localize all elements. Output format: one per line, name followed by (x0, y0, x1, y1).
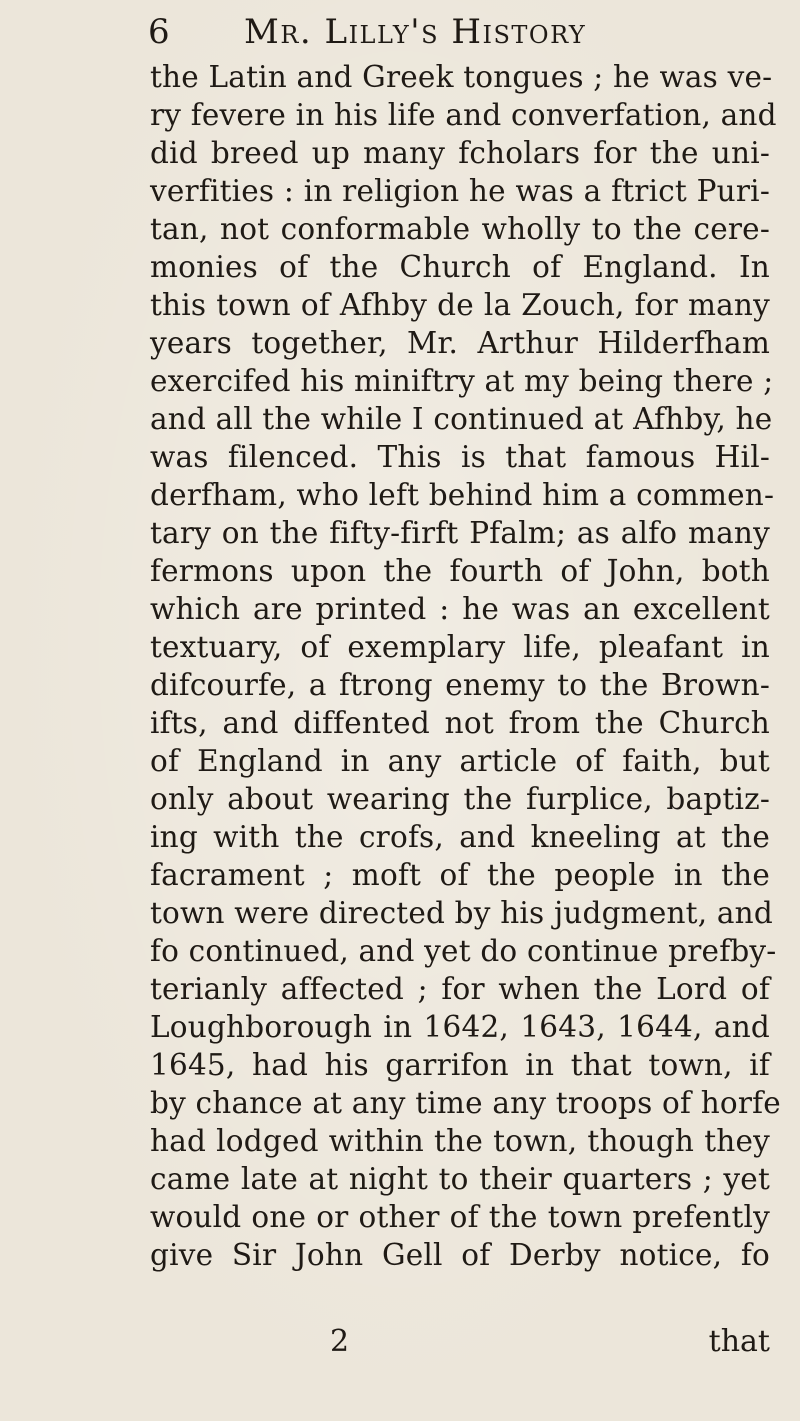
page-footer (150, 1324, 770, 1374)
text-line: had lodged within the town, though they (150, 1124, 770, 1158)
text-line: derfham, who left behind him a commen- (150, 478, 775, 512)
text-line: by chance at any time any troops of horfe (150, 1086, 781, 1120)
text-line: monies of the Church of England. In (150, 250, 770, 284)
text-line: only about wearing the furplice, baptiz- (150, 782, 770, 816)
text-line: 1645, had his garrifon in that town, if (150, 1048, 770, 1082)
text-line: came late at night to their quarters ; yet (150, 1162, 770, 1196)
text-line: of England in any article of faith, but (150, 744, 770, 778)
text-line: ing with the crofs, and kneeling at the (150, 820, 770, 854)
text-line: would one or other of the town prefently (150, 1200, 770, 1234)
text-line: give Sir John Gell of Derby notice, fo (150, 1238, 770, 1272)
text-line: town were directed by his judgment, and (150, 896, 773, 930)
text-line: this town of Afhby de la Zouch, for many (150, 288, 770, 322)
page-number: 6 (148, 12, 170, 52)
text-line: exercifed his miniftry at my being there ; (150, 364, 774, 398)
text-line: the Latin and Greek tongues ; he was ve- (150, 60, 773, 94)
text-line: terianly affected ; for when the Lord of (150, 972, 770, 1006)
text-line: verfities : in religion he was a ftrict Puri- (150, 174, 770, 208)
text-line: which are printed : he was an excellent (150, 592, 770, 626)
text-line: ifts, and diffented not from the Church (150, 706, 770, 740)
text-line: did breed up many fcholars for the uni- (150, 136, 770, 170)
text-line: Loughborough in 1642, 1643, 1644, and (150, 1010, 770, 1044)
body-text (150, 58, 781, 1274)
text-line: and all the while I continued at Afhby, he (150, 402, 773, 436)
signature-mark: 2 (330, 1324, 350, 1359)
text-line: tary on the fifty-firft Pfalm; as alfo many (150, 516, 770, 550)
page-header (0, 10, 800, 58)
text-line: facrament ; moft of the people in the (150, 858, 770, 892)
text-line: textuary, of exemplary life, pleafant in (150, 630, 770, 664)
text-line: ry fevere in his life and converfation, and (150, 98, 777, 132)
text-line: difcourfe, a ftrong enemy to the Brown- (150, 668, 770, 702)
catchword: that (708, 1324, 770, 1359)
text-line: years together, Mr. Arthur Hilderfham (150, 326, 770, 360)
text-line: tan, not conformable wholly to the cere- (150, 212, 770, 246)
text-line: fermons upon the fourth of John, both (150, 554, 770, 588)
running-title: Mr. Lilly's History (244, 12, 587, 52)
text-line: fo continued, and yet do continue prefby- (150, 934, 777, 968)
text-line: was filenced. This is that famous Hil- (150, 440, 770, 474)
